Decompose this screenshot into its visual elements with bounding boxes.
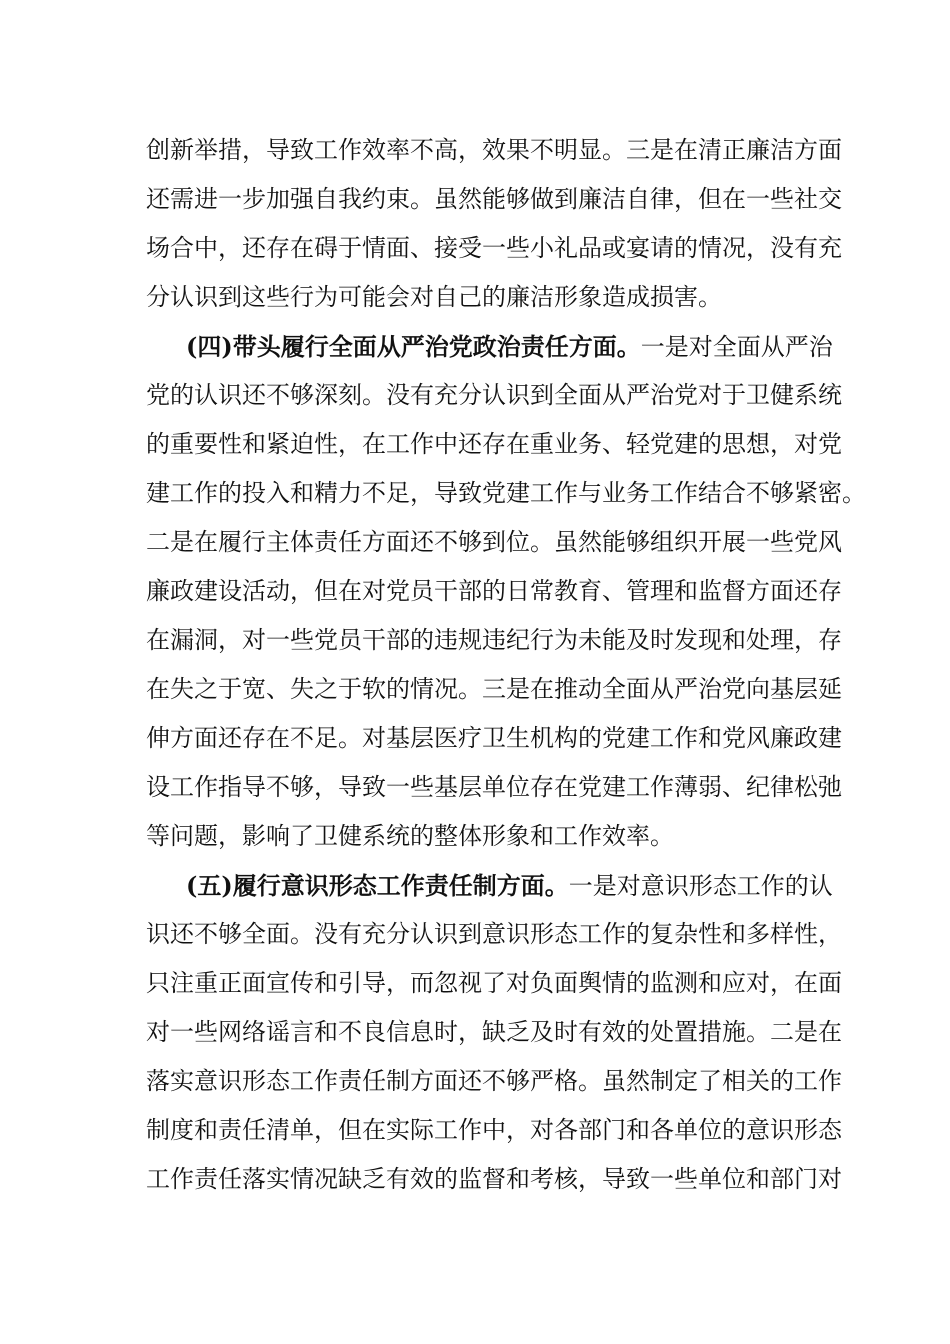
text-line: 在失之于宽、失之于软的情况。三是在推动全面从严治党向基层延 [146,675,842,703]
text-line: 建工作的投入和精力不足，导致党建工作与业务工作结合不够紧密。 [146,479,866,507]
text-line: 在漏洞，对一些党员干部的违规违纪行为未能及时发现和处理，存 [146,626,842,654]
text-line: 识还不够全面。没有充分认识到意识形态工作的复杂性和多样性， [146,920,842,948]
document-page [146,126,866,1204]
text-line: 创新举措，导致工作效率不高，效果不明显。三是在清正廉洁方面 [146,136,842,164]
text-line: 落实意识形态工作责任制方面还不够严格。虽然制定了相关的工作 [146,1067,842,1095]
section-heading-line [146,861,833,910]
text-run: 一是对全面从严治 [640,333,833,361]
text-line: 制度和责任清单，但在实际工作中，对各部门和各单位的意识形态 [146,1116,842,1144]
section-heading: (四)带头履行全面从严治党政治责任方面。 [186,332,641,361]
section-heading-line [146,322,833,371]
text-line: 只注重正面宣传和引导，而忽视了对负面舆情的监测和应对，在面 [146,969,842,997]
text-line: 的重要性和紧迫性，在工作中还存在重业务、轻党建的思想，对党 [146,430,842,458]
text-line: 工作责任落实情况缺乏有效的监督和考核，导致一些单位和部门对 [146,1165,842,1193]
text-line: 还需进一步加强自我约束。虽然能够做到廉洁自律，但在一些社交 [146,185,842,213]
text-line: 党的认识还不够深刻。没有充分认识到全面从严治党对于卫健系统 [146,381,842,409]
text-line: 对一些网络谣言和不良信息时，缺乏及时有效的处置措施。二是在 [146,1018,842,1046]
section-heading: (五)履行意识形态工作责任制方面。 [186,871,569,900]
text-line: 伸方面还存在不足。对基层医疗卫生机构的党建工作和党风廉政建 [146,724,842,752]
text-line: 廉政建设活动，但在对党员干部的日常教育、管理和监督方面还存 [146,577,842,605]
text-line: 二是在履行主体责任方面还不够到位。虽然能够组织开展一些党风 [146,528,842,556]
text-run: 一是对意识形态工作的认 [568,872,833,900]
text-line: 设工作指导不够，导致一些基层单位存在党建工作薄弱、纪律松弛 [146,773,842,801]
text-line: 等问题，影响了卫健系统的整体形象和工作效率。 [146,822,674,850]
text-line: 场合中，还存在碍于情面、接受一些小礼品或宴请的情况，没有充 [146,234,842,262]
text-line: 分认识到这些行为可能会对自己的廉洁形象造成损害。 [146,283,722,311]
